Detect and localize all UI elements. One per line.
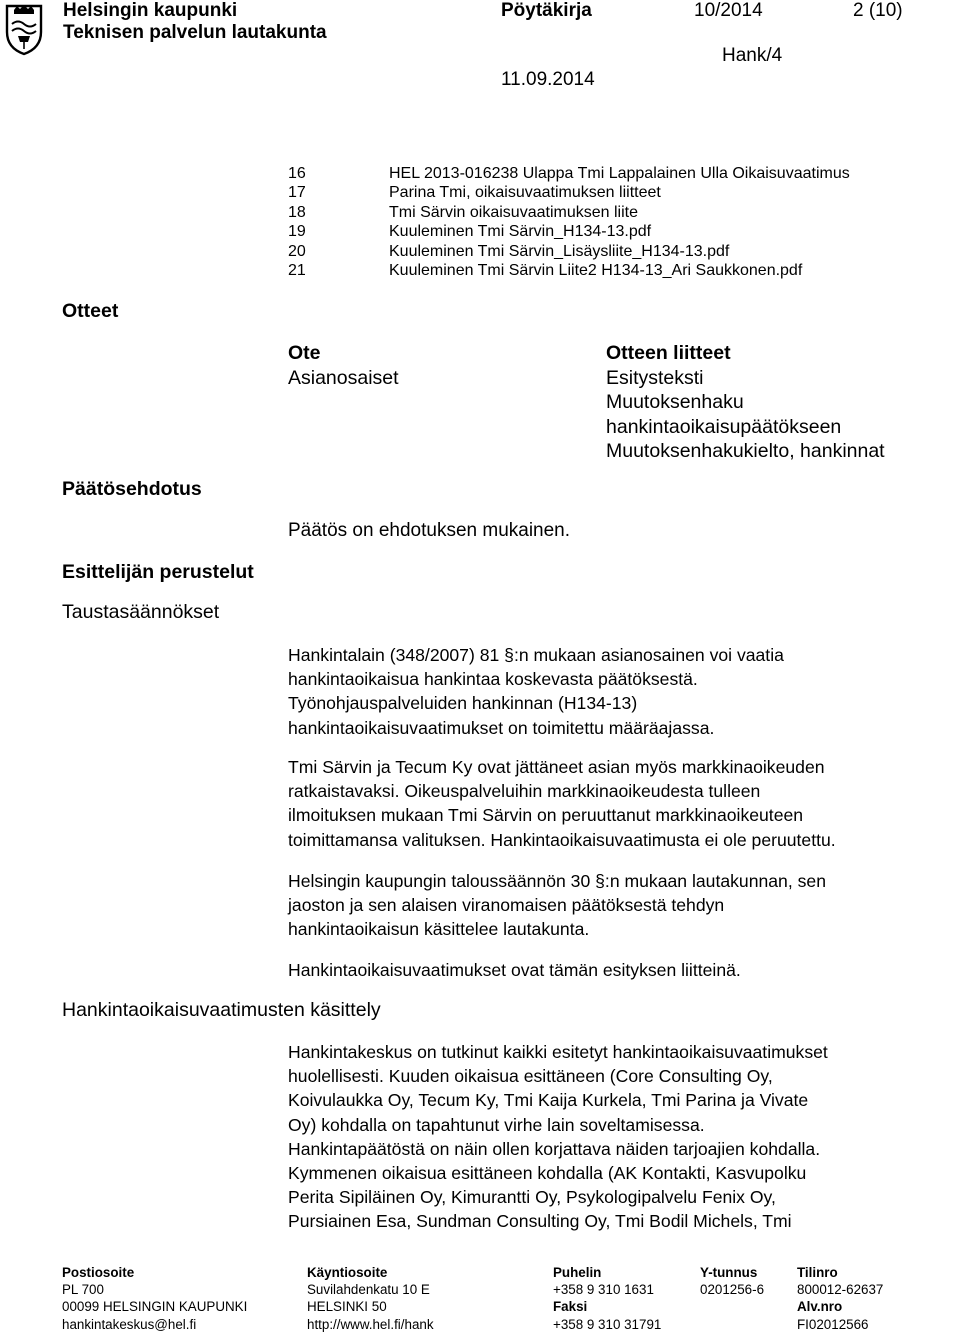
footer-account: Tilinro 800012-62637 Alv.nro FI02012566: [797, 1265, 884, 1332]
otteen-liite-item: Esitysteksti: [606, 366, 704, 389]
list-item: 17 Parina Tmi, oikaisuvaatimuksen liitteet: [288, 184, 661, 202]
otteen-liitteet-column: [606, 341, 885, 464]
footer-business-id: Y-tunnus 0201256-6: [700, 1265, 765, 1298]
otteet-heading: Otteet: [62, 300, 119, 322]
document-type: Pöytäkirja: [501, 0, 592, 21]
otteen-liite-item: hankintaoikaisupäätökseen: [606, 415, 842, 438]
otteen-liite-item: Muutoksenhaku: [606, 391, 744, 413]
attachment-list: [288, 164, 850, 280]
footer-postal-address: Postiosoite PL 700 00099 HELSINGIN KAUPUNKI hankintakeskus@hel.fi: [62, 1265, 248, 1332]
ote-column: [288, 341, 399, 390]
paragraph-processing: Hankintakeskus on tutkinut kaikki esitetyt hankintaoikaisuvaatimukset huolellisesti. Kuuden oikaisua esittäneen (Core Consulting Oy, Koivulaukka Oy, Tecum Ky, Tmi Kaija Kurkela, Tmi Parina ja Vivate Oy) kohdalla on tapahtunut virhe lain soveltamisessa. Hankintapäätöstä on näin ollen korjattava näiden tarjoajien kohdalla. Kymmenen oikaisua esittäneen kohdalla (AK Kontakti, Kasvupolku Perita Sipiläinen Oy, Kimurantti Oy, Psykologipalvelu Fenix Oy, Pursiainen Esa, Sundman Consulting Oy, Tmi Bodil Michels, Tmi: [288, 1042, 828, 1232]
kasittely-heading: Hankintaoikaisuvaatimusten käsittely: [62, 999, 381, 1021]
footer-visiting-address: Käyntiosoite Suvilahdenkatu 10 E HELSINKI 50 http://www.hel.fi/hank: [307, 1265, 434, 1332]
list-item: 20 Kuuleminen Tmi Särvin_Lisäysliite_H134-13.pdf: [288, 242, 730, 260]
org-name: Helsingin kaupunki: [63, 0, 238, 21]
helsinki-coat-of-arms-logo: [4, 2, 44, 56]
taustasaannokset-heading: Taustasäännökset: [62, 601, 220, 623]
paragraph-financial-rules: Helsingin kaupungin taloussäännön 30 §:n mukaan lautakunnan, sen jaoston ja sen alaisen viranomaisen päätöksestä tehdyn hankintaoikaisun käsittelee lautakunta.: [288, 871, 826, 940]
ote-heading: Ote: [288, 342, 321, 364]
esittelijan-perustelut-heading: Esittelijän perustelut: [62, 561, 254, 583]
paragraph-attachments-note: Hankintaoikaisuvaatimukset ovat tämän esityksen liitteinä.: [288, 960, 741, 980]
website-link[interactable]: http://www.hel.fi/hank: [307, 1316, 434, 1332]
list-item: 19 Kuuleminen Tmi Särvin_H134-13.pdf: [288, 223, 652, 241]
footer-phone: Puhelin +358 9 310 1631 Faksi +358 9 310 31791: [553, 1265, 662, 1332]
paragraph-market-court: Tmi Särvin ja Tecum Ky ovat jättäneet asian myös markkinaoikeuden ratkaistavaksi. Oikeuspalveluihin markkinaoikeudesta tulleen ilmoituksen mukaan Tmi Särvin on peruuttanut markkinaoikeuteen toimittamansa valituksen. Hankintaoikaisuvaatimusta ei ole peruutettu.: [288, 757, 836, 850]
case-id: Hank/4: [722, 45, 783, 66]
otteen-liite-item: Muutoksenhakukielto, hankinnat: [606, 440, 885, 462]
paatosehdotus-heading: Päätösehdotus: [62, 478, 202, 500]
list-item: 18 Tmi Särvin oikaisuvaatimuksen liite: [288, 203, 638, 221]
page-indicator: 2 (10): [853, 0, 903, 21]
list-item: 21 Kuuleminen Tmi Särvin Liite2 H134-13_Ari Saukkonen.pdf: [288, 262, 803, 280]
otteen-liitteet-heading: Otteen liitteet: [606, 342, 731, 364]
list-item: 16 HEL 2013-016238 Ulappa Tmi Lappalainen Ulla Oikaisuvaatimus: [288, 165, 850, 182]
committee-name: Teknisen palvelun lautakunta: [63, 22, 327, 43]
meeting-date: 11.09.2014: [501, 69, 595, 90]
decision-text: Päätös on ehdotuksen mukainen.: [288, 520, 571, 541]
ote-item: Asianosaiset: [288, 366, 399, 389]
paragraph-legal-basis: Hankintalain (348/2007) 81 §:n mukaan asianosainen voi vaatia hankintaoikaisua hankintaa koskevasta päätöksestä. Työnohjauspalveluiden hankinnan (H134-13) hankintaoikaisuvaatimukset on toimitettu määräajassa.: [288, 645, 784, 738]
email-link[interactable]: hankintakeskus@hel.fi: [62, 1316, 197, 1332]
document-number: 10/2014: [694, 0, 763, 21]
